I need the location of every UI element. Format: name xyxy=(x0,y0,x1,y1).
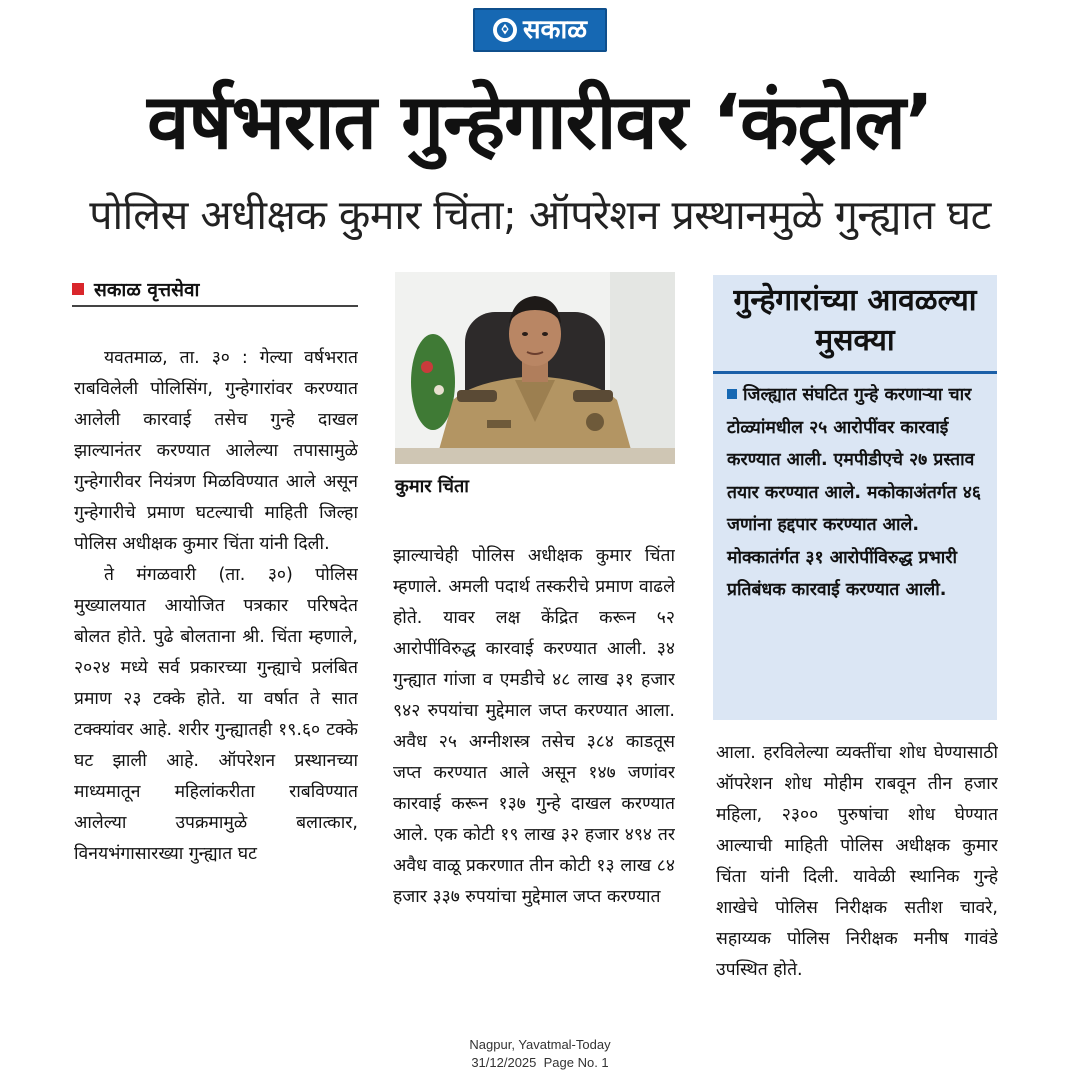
edition-footer xyxy=(390,1036,690,1076)
emblem-icon xyxy=(493,18,517,42)
article-column-3 xyxy=(716,738,998,1028)
sidebar-box xyxy=(713,275,997,720)
sidebar-text: जिल्ह्यात संघटित गुन्हे करणाऱ्या चार टोळ्यांमधील २५ आरोपींवर कारवाई करण्यात आली. एमपीडीएचे २७ प्रस्ताव तयार करण्यात आले. मकोकाअंतर्गत ४६ जणांना हद्दपार करण्यात आले. मोक्कातंर्गत ३१ आरोपींविरुद्ध प्रभारी प्रतिबंधक कारवाई करण्यात आली. xyxy=(727,385,981,600)
paragraph: यवतमाळ, ता. ३० : गेल्या वर्षभरात राबविलेली पोलिसिंग, गुन्हेगारांवर करण्यात आलेली कारवाई तसेच गुन्हे दाखल झाल्यानंतर करण्यात आलेल्या तपासामुळे गुन्हेगारीवर नियंत्रण मिळविण्यात आले असून गुन्हेगारीचे प्रमाण घटल्याची माहिती जिल्हा पोलिस अधीक्षक कुमार चिंता यांनी दिली. xyxy=(74,348,358,554)
date-page-line: 31/12/2025 Page No. 1 xyxy=(471,1055,609,1070)
byline xyxy=(72,273,358,307)
newspaper-logo xyxy=(473,8,607,52)
paragraph: ते मंगळवारी (ता. ३०) पोलिस मुख्यालयात आयोजित पत्रकार परिषदेत बोलत होते. पुढे बोलताना श्री. चिंता म्हणाले, २०२४ मध्ये सर्व प्रकारच्या गुन्ह्याचे प्रलंबित प्रमाण २३ टक्के होते. या वर्षात ते सात टक्क्यांवर आहे. शरीर गुन्ह्यातही १९.६० टक्के घट झाली आहे. ऑपरेशन प्रस्थानच्या माध्यमातून महिलांकरीता राबविण्यात आलेल्या उपक्रमामुळे बलात्कार, विनयभंगासारख्या गुन्ह्यात घट xyxy=(74,565,358,864)
headline: वर्षभरात गुन्हेगारीवर ‘कंट्रोल’ xyxy=(147,77,933,166)
officer-portrait-illustration xyxy=(395,272,675,464)
logo-text: सकाळ xyxy=(522,15,588,45)
sidebar-title: गुन्हेगारांच्या आवळल्या मुसक्या xyxy=(733,283,977,358)
photo-caption: कुमार चिंता xyxy=(395,476,469,497)
article-column-2 xyxy=(393,541,675,1033)
article-column-1 xyxy=(74,343,358,1033)
blue-square-icon xyxy=(727,389,737,399)
paragraph: झाल्याचेही पोलिस अधीक्षक कुमार चिंता म्हणाले. अमली पदार्थ तस्करीचे प्रमाण वाढले होते. यावर लक्ष केंद्रित करून ५२ आरोपींविरुद्ध कारवाई करण्यात आली. ३४ गुन्ह्यात गांजा व एमडीचे ४८ लाख ३१ हजार ९४२ रुपयांचा मुद्देमाल जप्त करण्यात आला. अवैध २५ अग्नीशस्त्र तसेच ३८४ काडतूस जप्त करण्यात आले असून १४७ जणांवर कारवाई करून १३७ गुन्हे दाखल करण्यात आले. एक कोटी १९ लाख ३२ हजार ४९४ तर अवैध वाळू प्रकरणात तीन कोटी १३ लाख ८४ हजार ३३७ रुपयांचा मुद्देमाल जप्त करण्यात xyxy=(393,546,675,907)
sidebar-divider xyxy=(713,371,997,374)
byline-text: सकाळ वृत्तसेवा xyxy=(94,279,200,301)
sidebar-text-block xyxy=(727,379,991,709)
red-square-icon xyxy=(72,283,84,295)
officer-photo xyxy=(395,272,675,464)
subheadline: पोलिस अधीक्षक कुमार चिंता; ऑपरेशन प्रस्थानमुळे गुन्ह्यात घट xyxy=(89,191,991,239)
paragraph: आला. हरविलेल्या व्यक्तींचा शोध घेण्यासाठी ऑपरेशन शोध मोहीम राबवून तीन हजार महिला, २३०० पुरुषांचा शोध घेण्यात आल्याची माहिती पोलिस अधीक्षक कुमार चिंता यांनी दिली. यावेळी स्थानिक गुन्हे शाखेचे पोलिस निरीक्षक सतीश चावरे, सहाय्यक पोलिस निरीक्षक मनीष गावंडे उपस्थित होते. xyxy=(716,743,998,980)
edition-line: Nagpur, Yavatmal-Today xyxy=(469,1037,611,1052)
